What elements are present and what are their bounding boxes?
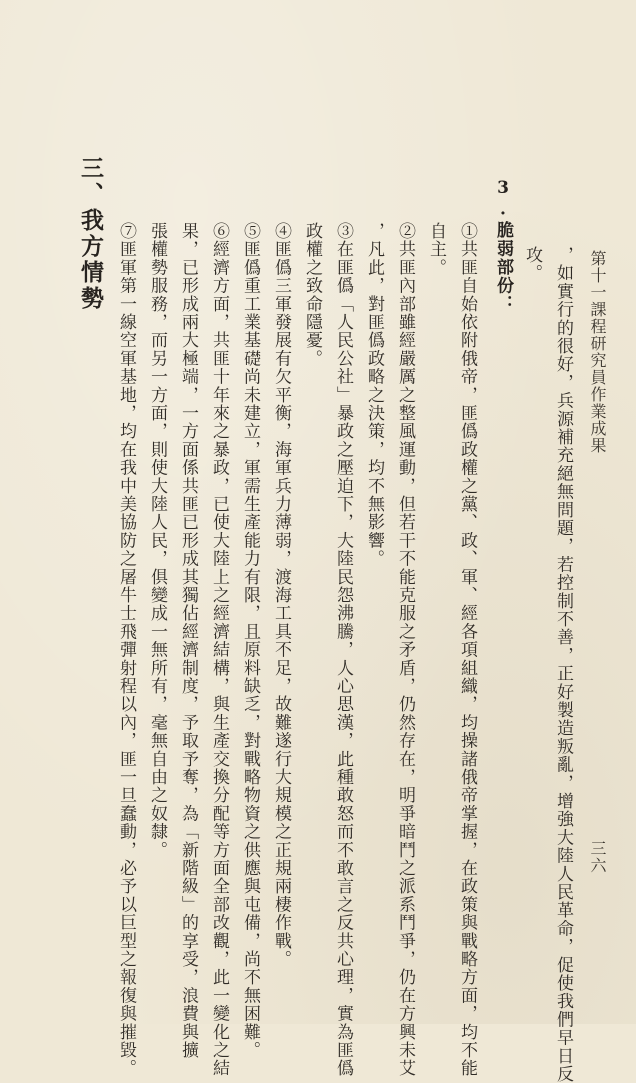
section-3-item-4-line-1: ④匪僞三軍發展有欠平衡，海軍兵力薄弱，渡海工具不足，故難遂行大規模之正規兩棲作戰。: [271, 222, 291, 969]
continuation-line-1: ，如實行的很好，兵源補充絕無問題，若控制不善，正好製造叛亂，增強大陸人民革命，促使我們早日反: [553, 246, 573, 1083]
section-3-item-2-line-2: ，凡此，對匪僞政略之決策，均不無影響。: [364, 222, 384, 568]
section-heading-our-situation: 三、我方情勢: [77, 156, 104, 312]
section-3-item-1-line-1: ①共匪自始依附俄帝，匪僞政權之黨、政、軍、經各項組織，均操諸俄帝掌握，在政策與戰略方面，均不能: [457, 222, 477, 1078]
section-3-item-6-line-2: 果，已形成兩大極端，一方面係共匪已形成其獨佔經濟制度，予取予奪，為「新階級」的享受，浪費與擴: [178, 222, 198, 1060]
section-3-heading: 3.脆弱部份：: [493, 178, 513, 314]
section-3-item-6-line-3: 張權勢服務，而另一方面，則使大陸人民，俱變成一無所有，毫無自由之奴隸。: [147, 222, 167, 859]
section-3-item-3-line-1: ③在匪僞「人民公社」暴政之壓迫下，大陸民怨沸騰，人心思漢，此種敢怒而不敢言之反共心理，實為匪僞: [333, 222, 353, 1078]
continuation-line-2: 攻。: [522, 246, 542, 283]
section-3-item-5-line-1: ⑤匪僞重工業基礎尚未建立，軍需生產能力有限，且原料缺乏，對戰略物資之供應與屯備，尚不無困難。: [240, 222, 260, 1060]
section-3-item-2-line-1: ②共匪內部雖經嚴厲之整風運動，但若干不能克服之矛盾，仍然存在，明爭暗鬥之派系鬥爭，仍在方興未艾: [395, 222, 415, 1078]
running-title: 第十一課程研究員作業成果: [588, 250, 607, 454]
section-3-item-7-line-1: ⑦匪軍第一線空軍基地，均在我中美協防之屠牛士飛彈射程以內，匪一旦蠢動，必予以巨型之報復與摧毀。: [116, 222, 136, 1078]
section-3-item-6-line-1: ⑥經濟方面，共匪十年來之暴政，已使大陸上之經濟結構，與生產交換分配等方面全部改觀，此一變化之結: [209, 222, 229, 1078]
section-3-item-1-line-2: 自主。: [426, 222, 446, 277]
page-number: 三六: [588, 840, 607, 874]
section-3-item-3-line-2: 政權之致命隱憂。: [302, 222, 322, 368]
